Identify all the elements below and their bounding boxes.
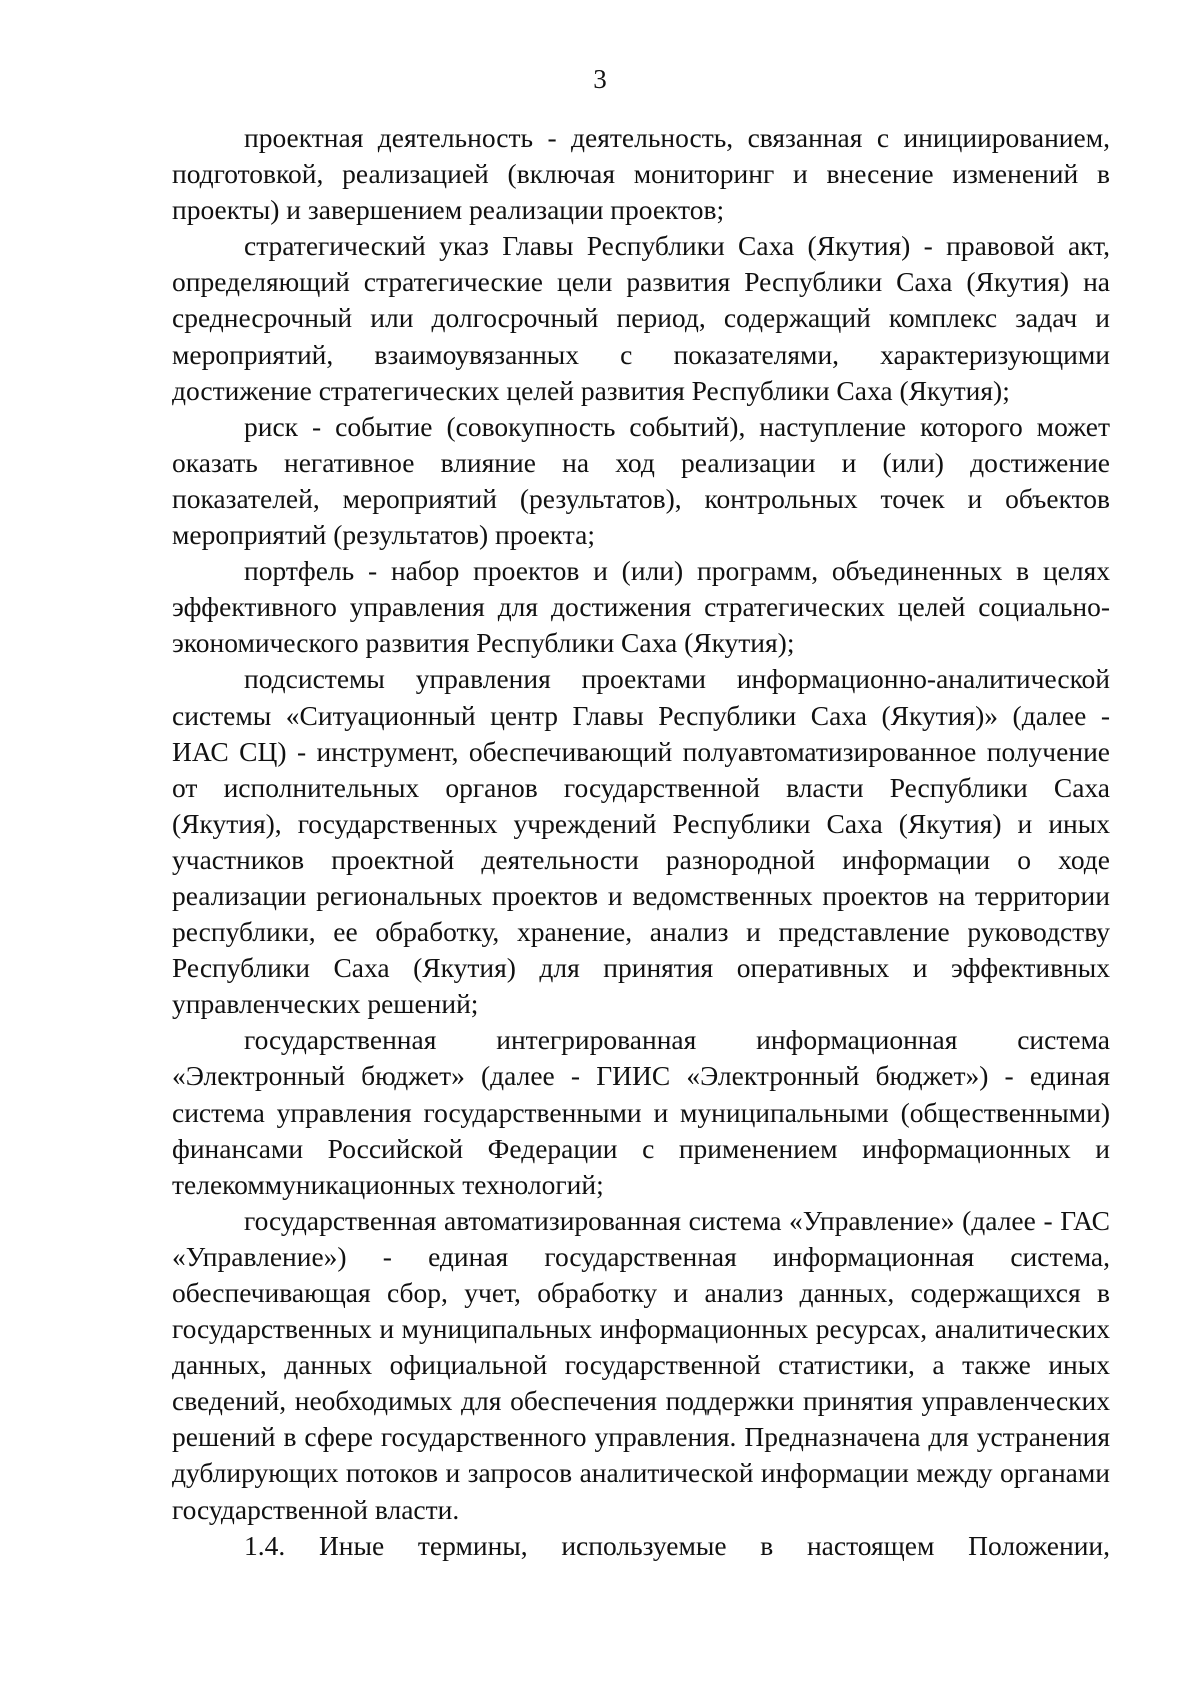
document-body (172, 120, 1110, 1564)
paragraph-risk: риск - событие (совокупность событий), наступление которого может оказать негативное влияние на ход реализации и (или) достижение показателей, мероприятий (результатов), контрольных точек и объектов мероприятий (результатов) проекта; (172, 410, 1110, 551)
paragraph-section-1-4: 1.4. Иные термины, используемые в настоящем Положении, (244, 1529, 1110, 1561)
page-number: 3 (593, 64, 607, 94)
paragraph-gas-upravlenie: государственная автоматизированная система «Управление» (далее - ГАС «Управление») - единая государственная информационная система, обеспечивающая сбор, учет, обработку и анализ данных, содержащихся в государственных и муниципальных информационных ресурсах, аналитических данных, данных официальной государственной статистики, а также иных сведений, необходимых для обеспечения поддержки принятия управленческих решений в сфере государственного управления. Предназначена для устранения дублирующих потоков и запросов аналитической информации между органами государственной власти. (172, 1204, 1110, 1525)
paragraph-portfolio: портфель - набор проектов и (или) программ, объединенных в целях эффективного управления для достижения стратегических целей социально-экономического развития Республики Саха (Якутия); (172, 555, 1110, 659)
paragraph-project-activity: проектная деятельность - деятельность, связанная с инициированием, подготовкой, реализацией (включая мониторинг и внесение изменений в проекты) и завершением реализации проектов; (172, 122, 1110, 226)
paragraph-giis-electronic-budget: государственная интегрированная информационная система «Электронный бюджет» (далее - ГИИС «Электронный бюджет») - единая система управления государственными и муниципальными (общественными) финансами Российской Федерации с применением информационных и телекоммуникационных технологий; (172, 1024, 1110, 1200)
paragraph-ias-sc: подсистемы управления проектами информационно-аналитической системы «Ситуационный центр Главы Республики Саха (Якутия)» (далее - ИАС СЦ) - инструмент, обеспечивающий полуавтоматизированное получение от исполнительных органов государственной власти Республики Саха (Якутия), государственных учреждений Республики Саха (Якутия) и иных участников проектной деятельности разнородной информации о ходе реализации региональных проектов и ведомственных проектов на территории республики, ее обработку, хранение, анализ и представление руководству Республики Саха (Якутия) для принятия оперативных и эффективных управленческих решений; (172, 663, 1110, 1020)
paragraph-strategic-decree: стратегический указ Главы Республики Саха (Якутия) - правовой акт, определяющий стратегические цели развития Республики Саха (Якутия) на среднесрочный или долгосрочный период, содержащий комплекс задач и мероприятий, взаимоувязанных с показателями, характеризующими достижение стратегических целей развития Республики Саха (Якутия); (172, 230, 1110, 406)
